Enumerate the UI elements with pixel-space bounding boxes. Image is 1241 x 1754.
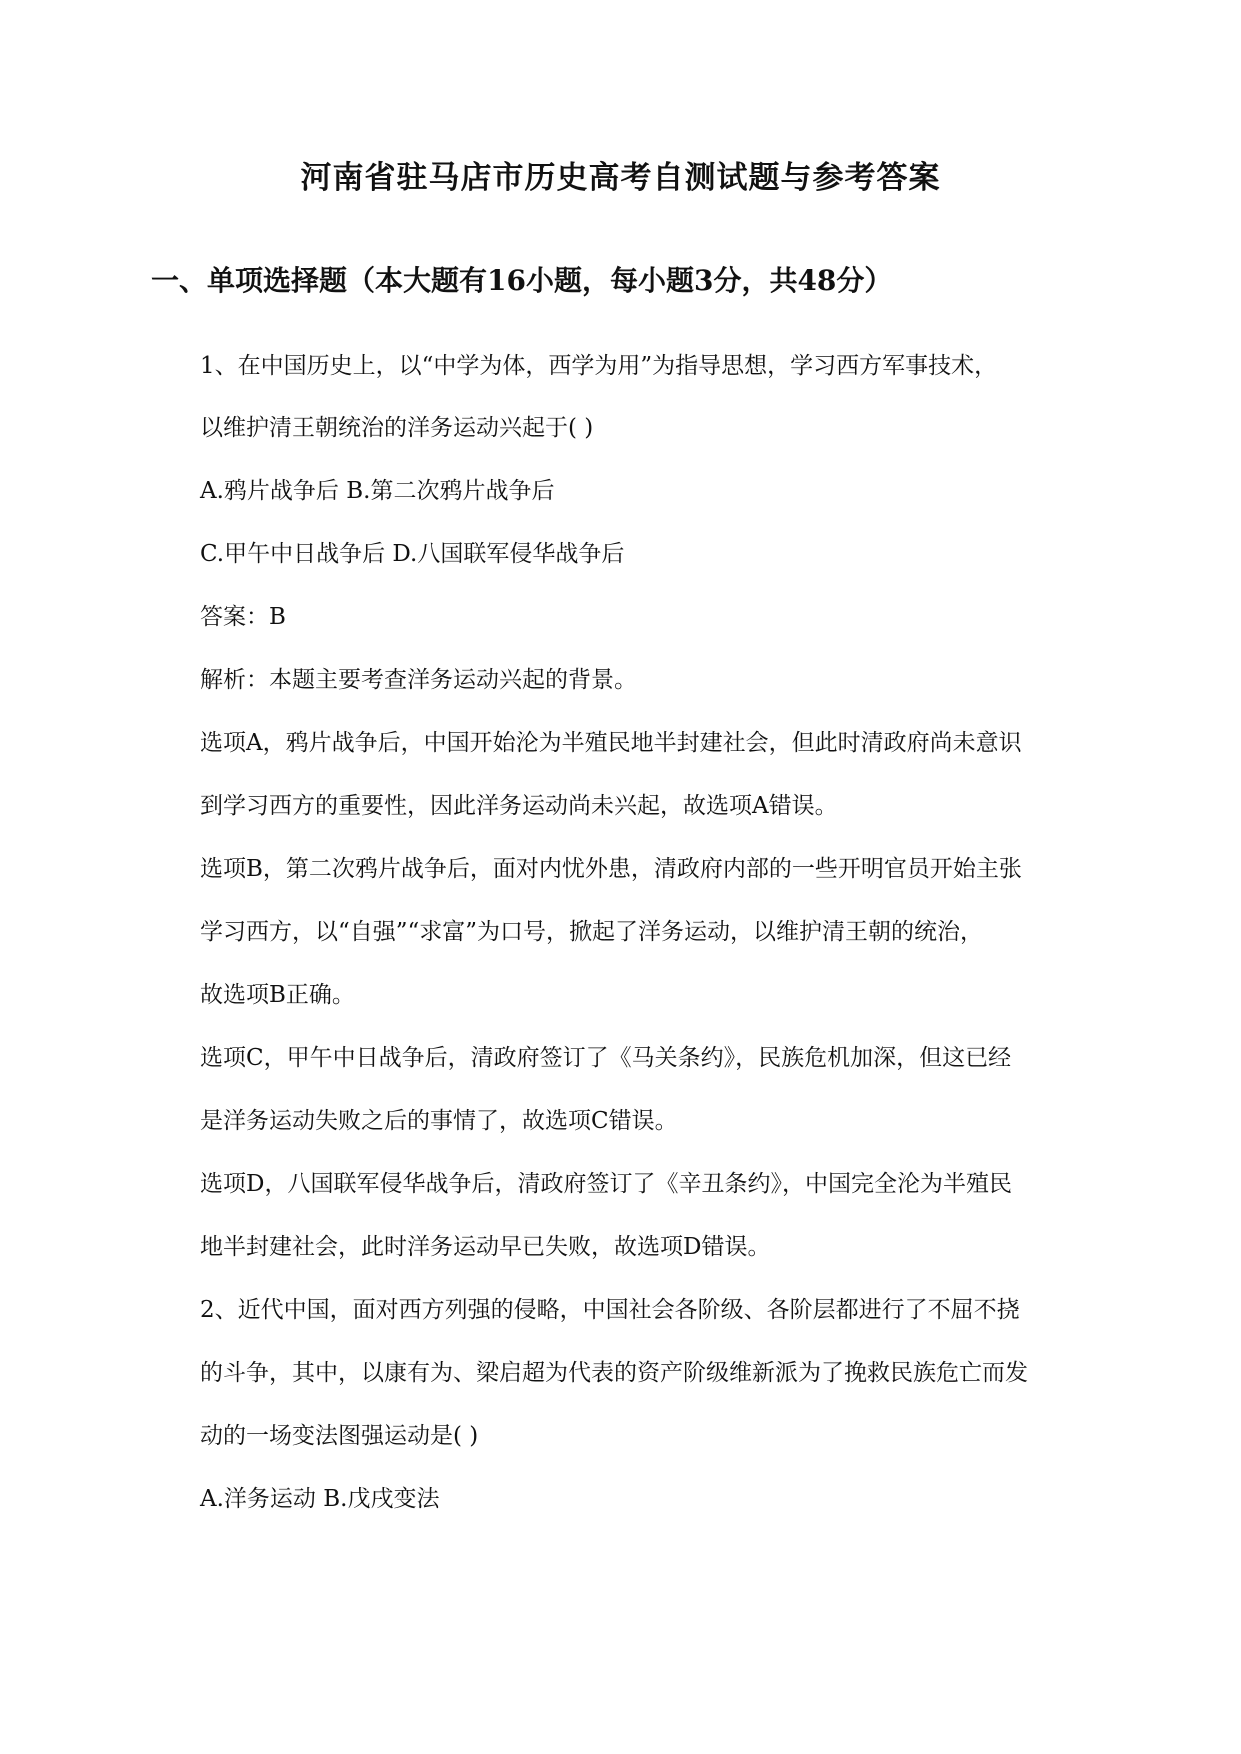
analysis-option-b-line-2: 学习西方，以“自强”“求富”为口号，掀起了洋务运动，以维护清王朝的统治， — [200, 919, 984, 945]
question-1-options-cd: C.甲午中日战争后 D.八国联军侵华战争后 — [200, 541, 625, 567]
analysis-option-a-line-2: 到学习西方的重要性，因此洋务运动尚未兴起，故选项A错误。 — [200, 793, 838, 819]
analysis-option-d-line-1: 选项D，八国联军侵华战争后，清政府签订了《辛丑条约》，中国完全沦为半殖民 — [200, 1171, 1012, 1197]
question-1-answer: 答案：B — [200, 604, 286, 630]
question-1-options-ab: A.鸦片战争后 B.第二次鸦片战争后 — [200, 478, 555, 504]
question-1-stem-line-2: 以维护清王朝统治的洋务运动兴起于( ) — [200, 415, 594, 441]
question-2-stem-line-1: 2、近代中国，面对西方列强的侵略，中国社会各阶级、各阶层都进行了不屈不挠 — [200, 1297, 1020, 1323]
analysis-option-c-line-2: 是洋务运动失败之后的事情了，故选项C错误。 — [200, 1108, 678, 1134]
question-2-stem-line-2: 的斗争，其中，以康有为、梁启超为代表的资产阶级维新派为了挽救民族危亡而发 — [200, 1360, 1028, 1386]
analysis-option-d-line-2: 地半封建社会，此时洋务运动早已失败，故选项D错误。 — [200, 1234, 771, 1260]
analysis-option-c-line-1: 选项C，甲午中日战争后，清政府签订了《马关条约》，民族危机加深，但这已经 — [200, 1045, 1012, 1071]
analysis-option-a-line-1: 选项A，鸦片战争后，中国开始沦为半殖民地半封建社会，但此时清政府尚未意识 — [200, 730, 1022, 756]
question-2-options-ab: A.洋务运动 B.戊戌变法 — [200, 1486, 440, 1512]
question-2-stem-line-3: 动的一场变法图强运动是( ) — [200, 1423, 479, 1449]
document-title: 河南省驻马店市历史高考自测试题与参考答案 — [300, 160, 941, 196]
section-heading: 一、单项选择题（本大题有16小题，每小题3分，共48分） — [151, 264, 893, 297]
analysis-option-b-line-1: 选项B，第二次鸦片战争后，面对内忧外患，清政府内部的一些开明官员开始主张 — [200, 856, 1022, 882]
question-1-analysis: 解析：本题主要考查洋务运动兴起的背景。 — [200, 667, 637, 693]
question-1-stem-line-1: 1、在中国历史上，以“中学为体，西学为用”为指导思想，学习西方军事技术， — [200, 353, 998, 379]
analysis-option-b-line-3: 故选项B正确。 — [200, 982, 355, 1008]
